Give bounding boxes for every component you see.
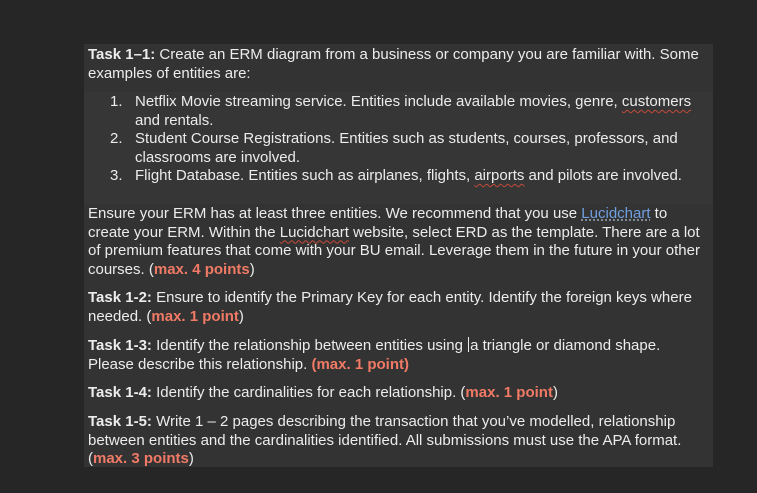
lucidchart-link[interactable]: Lucidchart xyxy=(581,205,651,222)
task-1-1-body xyxy=(88,205,710,279)
task-1-5 xyxy=(88,413,710,469)
task-1-4 xyxy=(88,384,710,403)
list-item-text-post: and rentals. xyxy=(135,111,214,129)
points-label: (max. 1 point) xyxy=(311,355,409,373)
document-page[interactable] xyxy=(84,44,713,467)
list-item xyxy=(110,93,700,130)
body-text: ) xyxy=(249,260,255,278)
task-1-5-label: Task 1-5: xyxy=(88,413,152,430)
list-number: 2. xyxy=(110,130,123,147)
list-item-text-pre: Student Course Registrations. Entities such as students, courses, professors, and classrooms are involved. xyxy=(135,130,678,166)
body-text: to create your ERM. Within the xyxy=(88,205,668,241)
body-text: ) xyxy=(552,384,558,401)
task-1-4-label: Task 1-4: xyxy=(88,384,152,401)
list-item-text-pre: Netflix Movie streaming service. Entities include available movies, genre, xyxy=(135,93,622,110)
task-1-3-label: Task 1-3: xyxy=(88,337,152,354)
spellcheck-word[interactable]: airports xyxy=(474,167,525,184)
text-cursor xyxy=(468,337,469,352)
body-text: website, select ERD as the template. There are a lot of premium features that come with your BU email. Leverage them in the future in your other courses. ( xyxy=(88,223,700,278)
task-1-3-text: a triangle or diamond shape. Please describe this relationship. xyxy=(88,337,661,373)
task-1-2 xyxy=(88,289,710,326)
task-1-1-label: Task 1–1: xyxy=(88,46,156,63)
task-1-3 xyxy=(88,337,710,374)
list-item xyxy=(110,167,700,186)
body-text: ) xyxy=(188,450,194,467)
points-label: max. 4 points xyxy=(153,260,250,278)
task-1-3-text: Identify the relationship between entities using xyxy=(151,337,468,354)
task-1-2-label: Task 1-2: xyxy=(88,289,152,306)
task-1-1-intro-text: Create an ERM diagram from a business or company you are familiar with. Some examples of entities are: xyxy=(88,46,699,82)
spellcheck-word[interactable]: Lucidchart xyxy=(279,223,349,241)
list-item-text-pre: Flight Database. Entities such as airplanes, flights, xyxy=(135,167,475,184)
list-item-text xyxy=(135,93,700,130)
list-number: 3. xyxy=(110,167,123,184)
points-label: max. 1 point xyxy=(465,384,553,401)
task-1-1-intro xyxy=(88,46,710,83)
list-item-text xyxy=(135,130,700,167)
list-item-text xyxy=(135,167,700,186)
spellcheck-word[interactable]: customers xyxy=(621,93,692,110)
list-number: 1. xyxy=(110,93,123,110)
task-1-5-text: Write 1 – 2 pages describing the transaction that you’ve modelled, relationship between entities and the cardinalities identified. All submissions must use the APA format. ( xyxy=(88,413,682,467)
points-label: max. 1 point xyxy=(151,307,239,325)
body-text: ) xyxy=(238,307,244,325)
body-text: Ensure your ERM has at least three entities. We recommend that you use xyxy=(88,205,582,222)
examples-list xyxy=(84,92,713,204)
list-item xyxy=(110,130,700,167)
list-item-text-post: and pilots are involved. xyxy=(524,167,682,184)
task-1-4-text: Identify the cardinalities for each relationship. ( xyxy=(151,384,466,401)
task-1-2-text: Ensure to identify the Primary Key for each entity. Identify the foreign keys where needed. ( xyxy=(88,289,692,325)
points-label: max. 3 points xyxy=(93,450,189,467)
